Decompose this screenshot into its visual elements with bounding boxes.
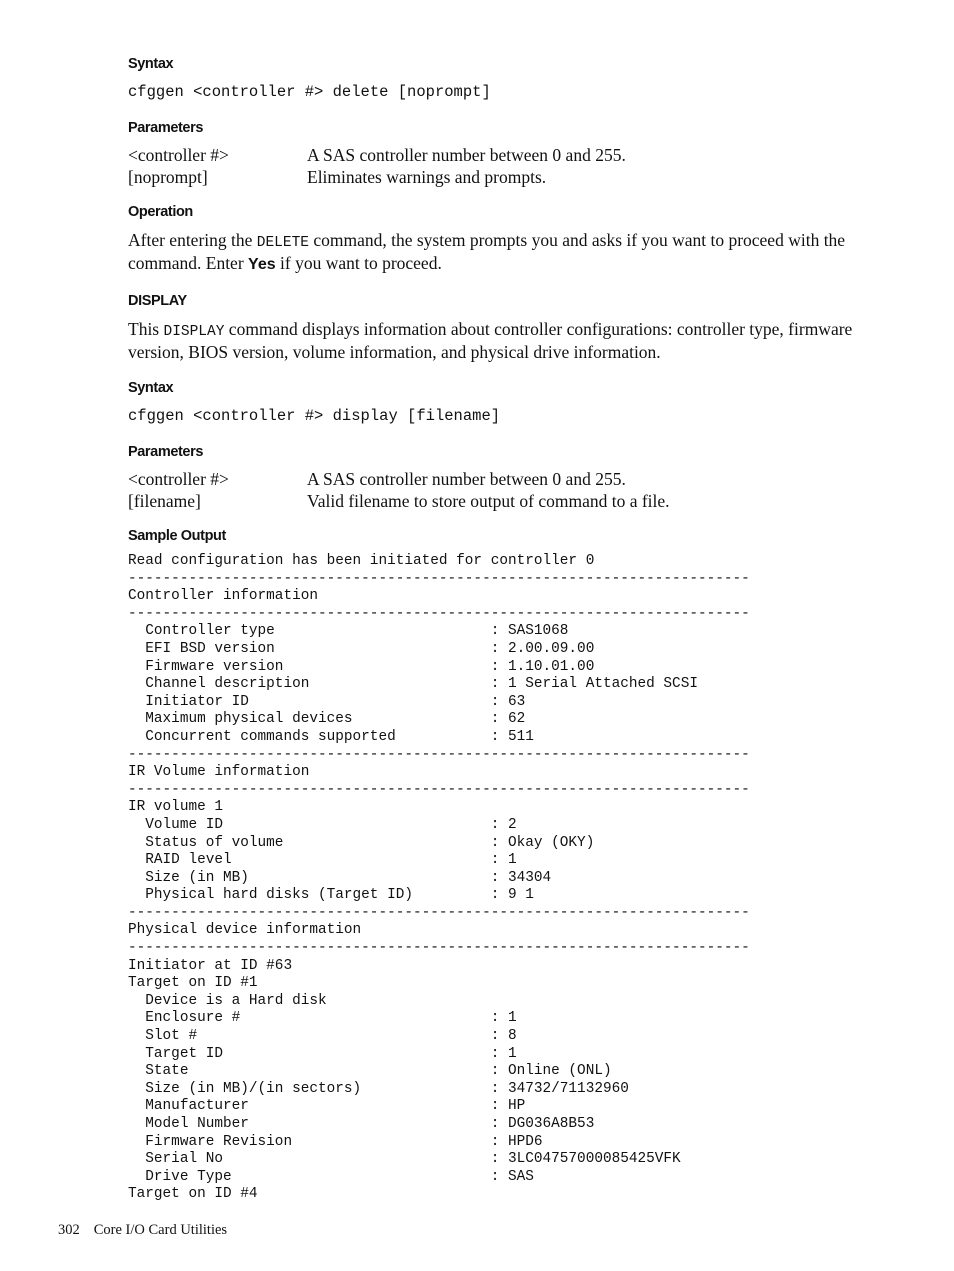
- text-run: This: [128, 319, 164, 339]
- sample-output-heading: Sample Output: [128, 528, 226, 544]
- sample-output-line: ------------------------------------------------------------------------: [128, 940, 750, 957]
- page-content: [128, 54, 888, 1204]
- display-paragraph: [128, 319, 888, 362]
- sample-output-line: IR Volume information: [128, 764, 310, 781]
- sample-output-line: RAID level : 1: [145, 852, 517, 869]
- sample-output-line: Target on ID #4: [128, 1186, 258, 1203]
- sample-output-line: Initiator at ID #63: [128, 957, 293, 974]
- param-row: [128, 468, 888, 490]
- sample-output-line: ------------------------------------------------------------------------: [128, 570, 750, 587]
- sample-output-line: Size (in MB) : 34304: [145, 869, 552, 886]
- param-desc: A SAS controller number between 0 and 255.: [307, 145, 626, 165]
- sample-output-line: Drive Type : SAS: [145, 1168, 534, 1185]
- parameters-heading: Parameters: [128, 444, 203, 460]
- sample-output-line: Maximum physical devices : 62: [145, 711, 526, 728]
- sample-output-line: Concurrent commands supported : 511: [145, 728, 534, 745]
- sample-output-line: ------------------------------------------------------------------------: [128, 605, 750, 622]
- sample-output-line: ------------------------------------------------------------------------: [128, 781, 750, 798]
- sample-output-line: Size (in MB)/(in sectors) : 34732/71132960: [145, 1080, 629, 1097]
- sample-output-line: Device is a Hard disk: [145, 992, 327, 1009]
- param-row: [128, 490, 888, 512]
- text-run: if you want to proceed.: [275, 253, 442, 273]
- display-heading: DISPLAY: [128, 293, 187, 309]
- parameters-table: [128, 468, 888, 512]
- sample-output-line: Read configuration has been initiated for controller 0: [128, 553, 595, 569]
- text-run: command displays information about controller configurations: controller type, firmware version, BIOS version, volume information, and physical drive information.: [128, 319, 853, 362]
- sample-output-block: [128, 553, 888, 1204]
- sample-output-line: Firmware Revision : HPD6: [145, 1133, 543, 1150]
- emphasis-yes: Yes: [248, 256, 276, 273]
- text-run: command, the system prompts you and asks if you want to proceed with the command. Enter: [128, 230, 846, 273]
- operation-heading: Operation: [128, 204, 193, 220]
- sample-output-line: Enclosure # : 1: [145, 1010, 517, 1027]
- param-name: <controller #>: [128, 145, 229, 165]
- sample-output-line: Model Number : DG036A8B53: [145, 1116, 595, 1132]
- sample-output-line: Slot # : 8: [145, 1028, 517, 1045]
- page-number: 302: [58, 1222, 80, 1238]
- param-row: [128, 166, 888, 188]
- param-name: [noprompt]: [128, 167, 208, 187]
- syntax-heading: Syntax: [128, 380, 174, 396]
- parameters-table: [128, 144, 888, 188]
- param-name: [filename]: [128, 491, 201, 511]
- sample-output-line: Initiator ID : 63: [145, 693, 526, 710]
- syntax-heading: Syntax: [128, 56, 174, 72]
- sample-output-line: State : Online (ONL): [145, 1063, 612, 1080]
- sample-output-line: Controller type : SAS1068: [145, 623, 569, 640]
- inline-command: DELETE: [256, 235, 309, 251]
- sample-output-line: IR volume 1: [128, 799, 223, 816]
- param-desc: A SAS controller number between 0 and 255.: [307, 469, 626, 489]
- sample-output-line: ------------------------------------------------------------------------: [128, 746, 750, 763]
- text-run: After entering the: [128, 230, 257, 250]
- sample-output-line: Status of volume : Okay (OKY): [145, 834, 595, 851]
- param-desc: Valid filename to store output of command to a file.: [307, 491, 670, 511]
- sample-output-line: ------------------------------------------------------------------------: [128, 904, 750, 921]
- sample-output-line: Controller information: [128, 588, 318, 605]
- sample-output-line: Volume ID : 2: [145, 816, 517, 833]
- operation-paragraph: [128, 230, 888, 275]
- syntax-code-delete: cfggen <controller #> delete [noprompt]: [128, 83, 491, 101]
- sample-output-line: Physical device information: [128, 922, 362, 939]
- page-footer: [58, 1222, 241, 1239]
- sample-output-line: Target on ID #1: [128, 975, 258, 992]
- param-desc: Eliminates warnings and prompts.: [307, 167, 547, 187]
- sample-output-line: Target ID : 1: [145, 1045, 517, 1062]
- sample-output-line: Physical hard disks (Target ID) : 9 1: [145, 887, 534, 904]
- sample-output-line: Firmware version : 1.10.01.00: [145, 658, 595, 675]
- param-row: [128, 144, 888, 166]
- sample-output-line: Channel description : 1 Serial Attached SCSI: [145, 676, 698, 693]
- syntax-code-display: cfggen <controller #> display [filename]: [128, 407, 501, 425]
- sample-output-line: Serial No : 3LC04757000085425VFK: [145, 1151, 681, 1168]
- inline-command: DISPLAY: [163, 324, 225, 340]
- parameters-heading: Parameters: [128, 120, 203, 136]
- sample-output-line: Manufacturer : HP: [145, 1098, 526, 1115]
- param-name: <controller #>: [128, 469, 229, 489]
- chapter-title: Core I/O Card Utilities: [93, 1222, 228, 1238]
- sample-output-line: EFI BSD version : 2.00.09.00: [145, 640, 595, 657]
